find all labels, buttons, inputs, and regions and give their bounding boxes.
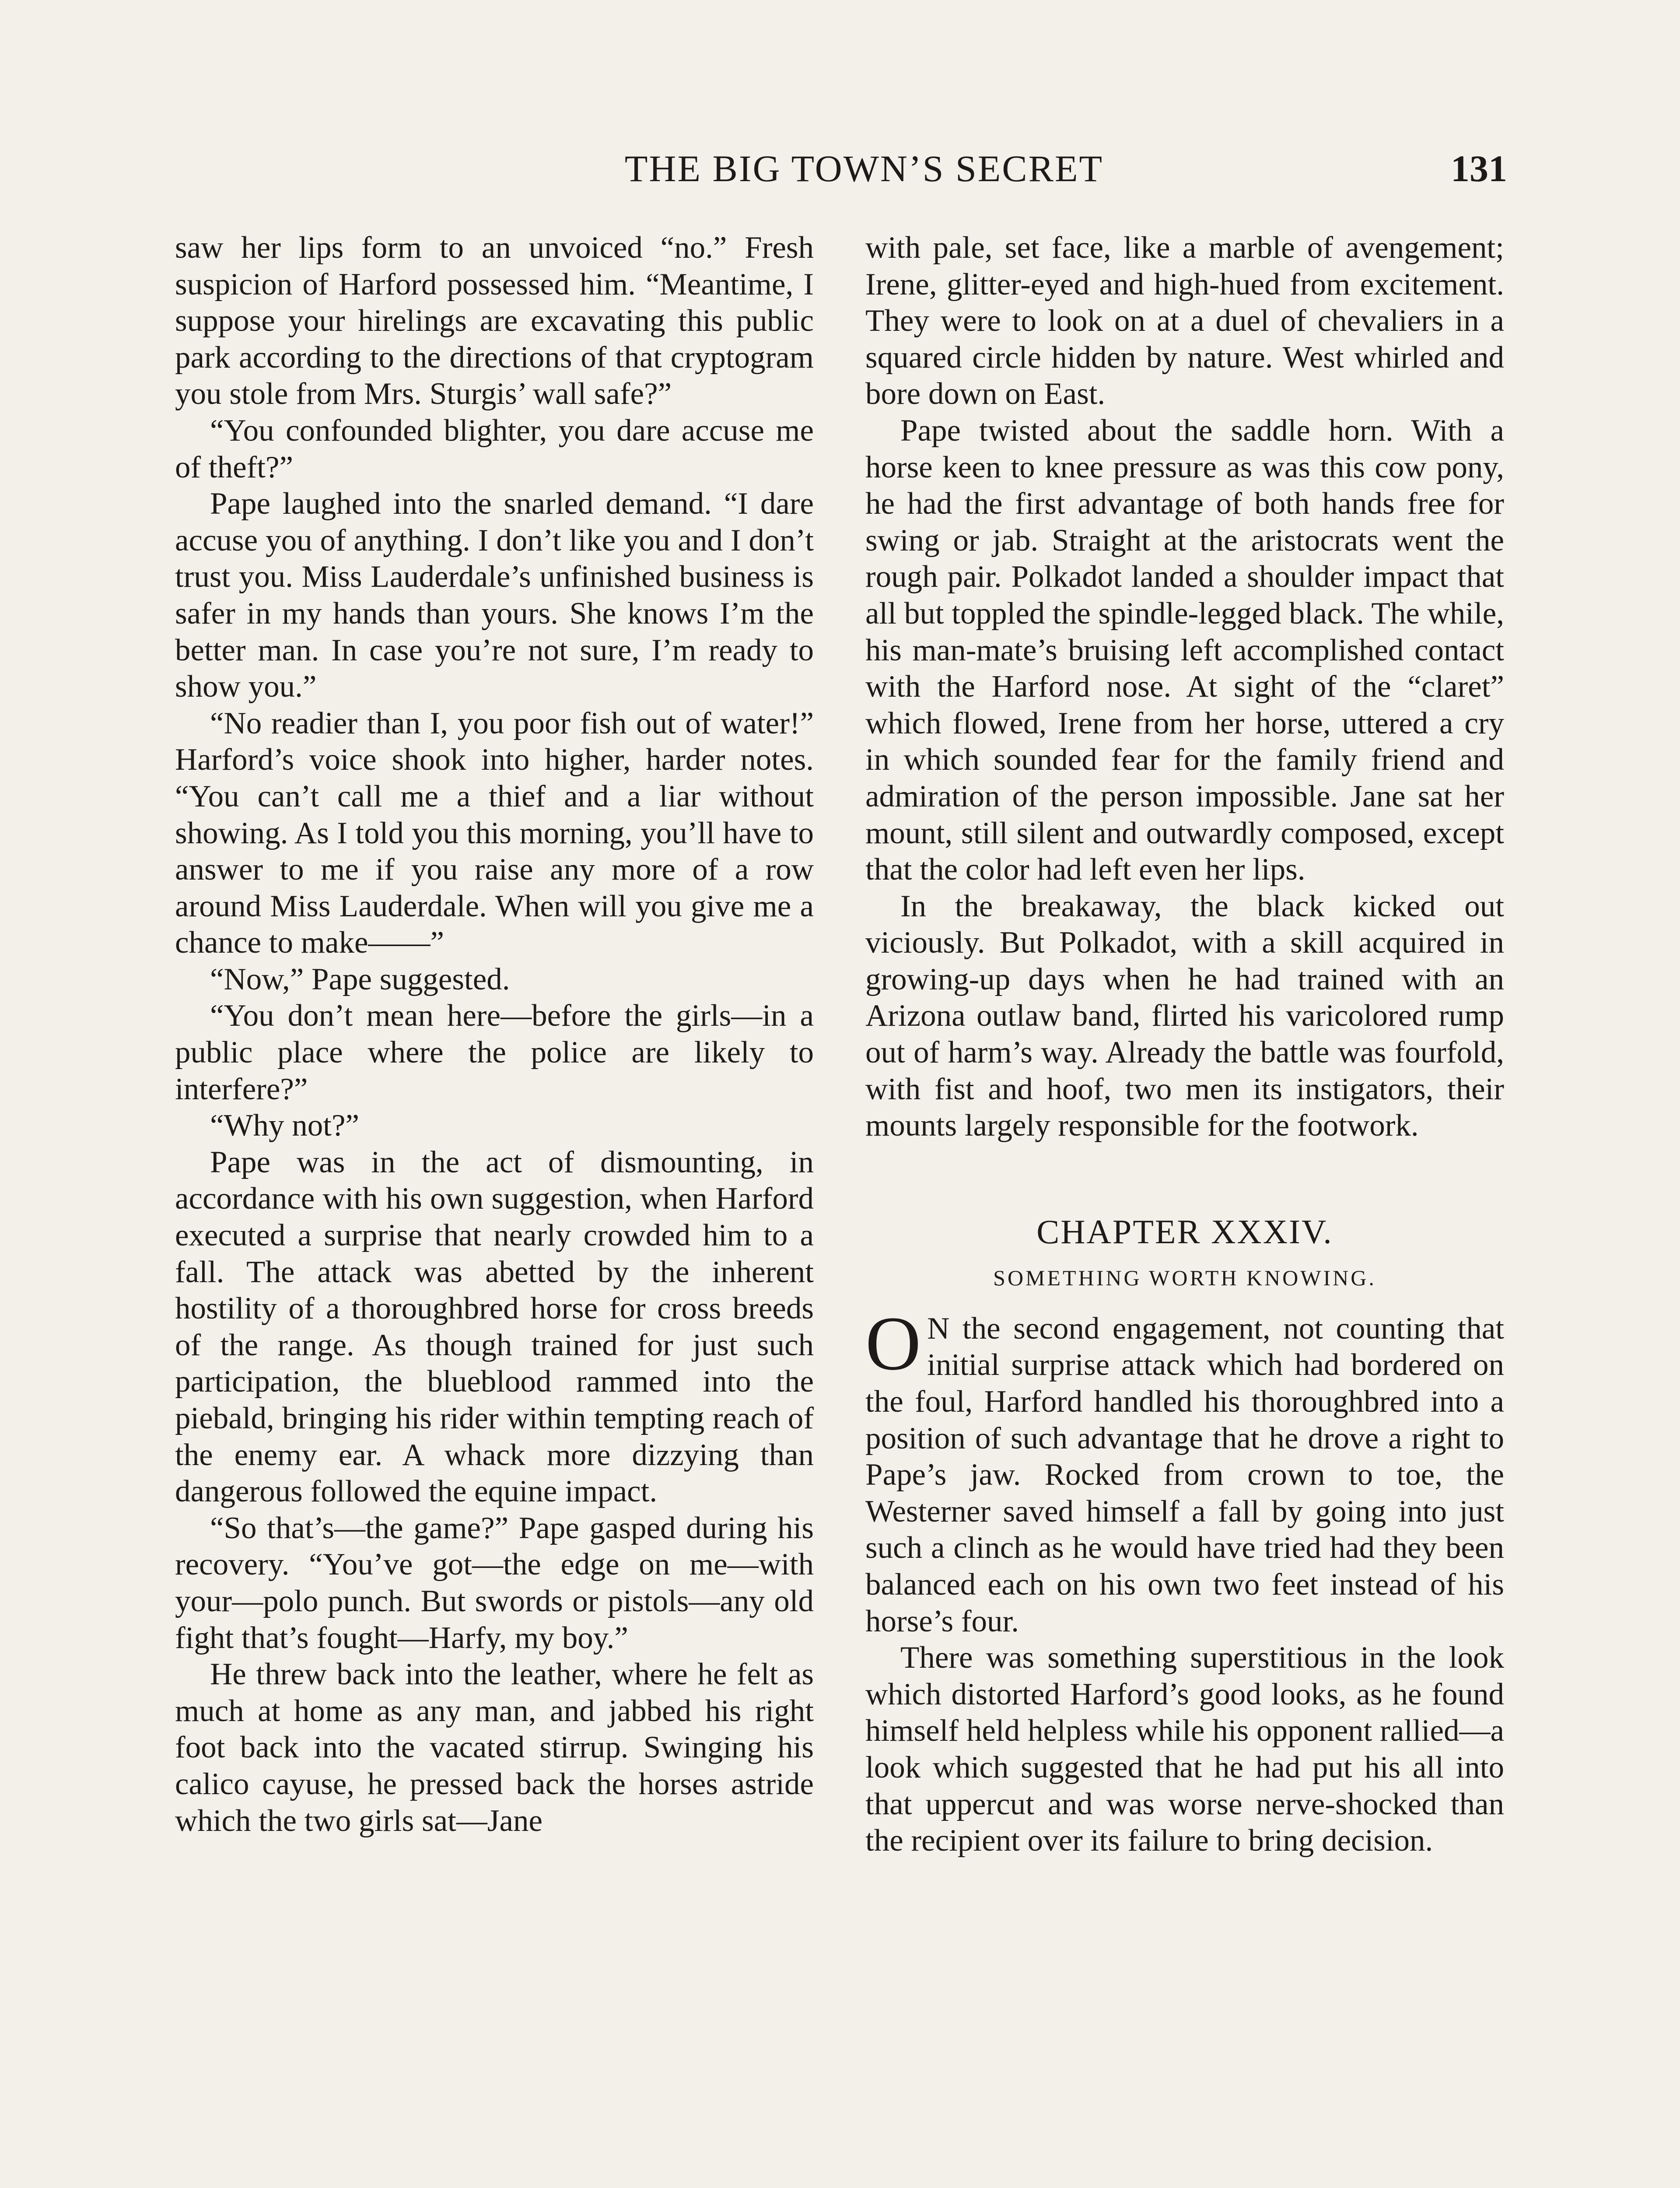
chapter-opening-paragraph xyxy=(865,1301,1504,1640)
paragraph: “No readier than I, you poor fish out of water!” Harford’s voice shook into higher, harder notes. “You can’t call me a thief and a liar without showing. As I told you this morning, you’ll have to answer to me if you raise any more of a row around Miss Lauderdale. When will you give me a chance to make——” xyxy=(175,706,814,960)
chapter-opening-text: N the second engagement, not counting that initial surprise attack which had bordered on the foul, Harford handled his thoroughbred into a position of such advantage that he drove a right to Pape’s jaw. Rocked from crown to toe, the Westerner saved himself a fall by going into just such a clinch as he would have tried had they been balanced each on his own two feet instead of his horse’s four. xyxy=(865,1311,1504,1638)
paragraph: He threw back into the leather, where he felt as much at home as any man, and jabbed his right foot back into the vacated stirrup. Swinging his calico cayuse, he pressed back the horses astride which the two girls sat—Jane xyxy=(175,1657,814,1838)
right-column xyxy=(865,230,1504,1859)
left-column xyxy=(175,230,814,1839)
drop-cap: O xyxy=(865,1301,921,1386)
paragraph: “So that’s—the game?” Pape gasped during his recovery. “You’ve got—the edge on me—with your—polo punch. But swords or pistols—any old fight that’s fought—Harfy, my boy.” xyxy=(175,1511,814,1655)
running-header xyxy=(0,144,1680,193)
paragraph: “You don’t mean here—before the girls—in a public place where the police are likely to interfere?” xyxy=(175,999,814,1106)
running-title: THE BIG TOWN’S SECRET xyxy=(624,147,1104,189)
paragraph: “Why not?” xyxy=(210,1108,360,1143)
page-number: 131 xyxy=(1451,147,1507,189)
chapter-heading: CHAPTER XXXIV. xyxy=(1036,1212,1333,1251)
paragraph: Pape laughed into the snarled demand. “I dare accuse you of anything. I don’t like you and I don’t trust you. Miss Lauderdale’s unfinished business is safer in my hands than yours. She knows I’m the better man. In case you’re not sure, I’m ready to show you.” xyxy=(175,487,814,704)
paragraph: with pale, set face, like a marble of avengement; Irene, glitter-eyed and high-hued from excitement. They were to look on at a duel of chevaliers in a squared circle hidden by nature. West whirled and bore down on East. xyxy=(865,231,1504,411)
paragraph: “You confounded blighter, you dare accuse me of theft?” xyxy=(175,413,814,484)
chapter-subtitle: SOMETHING WORTH KNOWING. xyxy=(993,1265,1376,1290)
paragraph: Pape was in the act of dismounting, in accordance with his own suggestion, when Harford executed a surprise that nearly crowded him to a fall. The attack was abetted by the inherent hostility of a thoroughbred horse for cross breeds of the range. As though trained for just such participation, the blueblood rammed into the piebald, bringing his rider within tempting reach of the enemy ear. A whack more dizzying than dangerous followed the equine impact. xyxy=(175,1145,814,1509)
paragraph: “Now,” Pape suggested. xyxy=(210,962,510,996)
paragraph: In the breakaway, the black kicked out viciously. But Polkadot, with a skill acquired in growing-up days when he had trained with an Arizona outlaw band, flirted his varicolored rump out of harm’s way. Already the battle was fourfold, with fist and hoof, two men its instigators, their mounts largely responsible for the footwork. xyxy=(865,889,1504,1143)
paragraph: Pape twisted about the saddle horn. With a horse keen to knee pressure as was this cow pony, he had the first advantage of both hands free for swing or jab. Straight at the aristocrats went the rough pair. Polkadot landed a shoulder impact that all but toppled the spindle-legged black. The while, his man-mate’s bruising left accomplished contact with the Harford nose. At sight of the “claret” which flowed, Irene from her horse, uttered a cry in which sounded fear for the family friend and admiration of the person impossible. Jane sat her mount, still silent and outwardly composed, except that the color had left even her lips. xyxy=(865,413,1504,887)
paragraph: saw her lips form to an unvoiced “no.” Fresh suspicion of Harford possessed him. “Meantime, I suppose your hirelings are excavating this public park according to the directions of that cryptogram you stole from Mrs. Sturgis’ wall safe?” xyxy=(175,231,814,411)
paragraph: There was something superstitious in the look which distorted Harford’s good looks, as he found himself held helpless while his opponent rallied—a look which suggested that he had put his all into that uppercut and was worse nerve-shocked than the recipient over its failure to bring decision. xyxy=(865,1641,1504,1858)
